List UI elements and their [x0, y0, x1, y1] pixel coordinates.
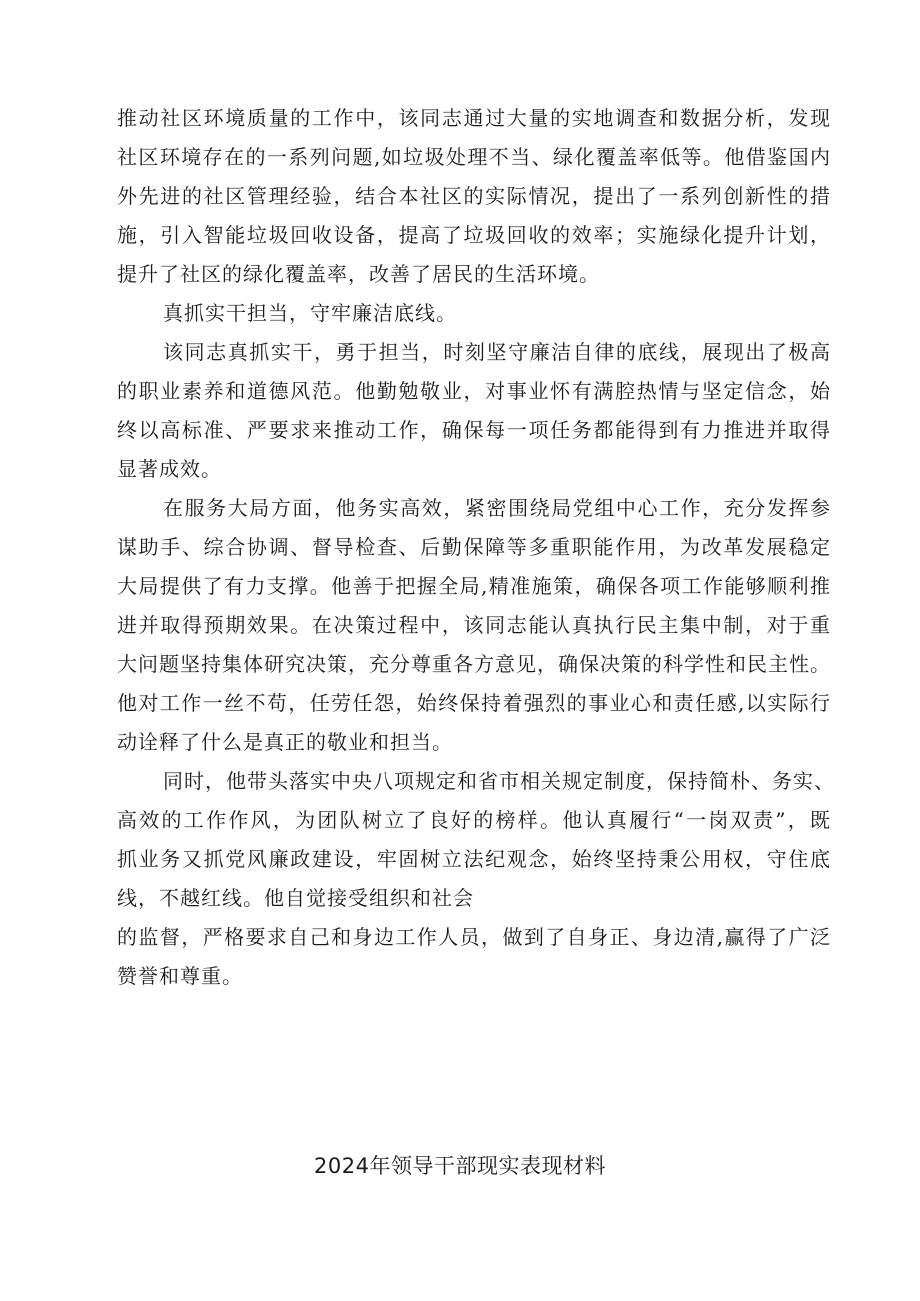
- text-line: 同时，他带头落实中央八项规定和省市相关规定制度，保持简朴、务实、: [163, 769, 835, 793]
- text-line: 在服务大局方面，他务实高效，紧密围绕局党组中心工作，充分发挥参: [163, 496, 831, 520]
- paragraph: [117, 333, 831, 489]
- text-line: 外先进的社区管理经验，结合本社区的实际情况，提出了一系列创新性的措: [117, 184, 831, 208]
- section-heading-text: 真抓实干担当，守牢廉洁底线。: [163, 301, 457, 325]
- text-line: 社区环境存在的一系列问题,如垃圾处理不当、绿化覆盖率低等。他借鉴国内: [117, 145, 831, 169]
- text-line: 线，不越红线。他自觉接受组织和社会: [117, 886, 474, 910]
- paragraph: [117, 489, 831, 762]
- text-line: 赞誉和尊重。: [117, 964, 243, 988]
- paragraph: [117, 99, 831, 294]
- text-line: 谋助手、综合协调、督导检查、后勤保障等多重职能作用，为改革发展稳定: [117, 535, 831, 559]
- text-line: 抓业务又抓党风廉政建设，牢固树立法纪观念，始终坚持秉公用权，守住底: [117, 847, 831, 871]
- paragraph: [117, 762, 835, 996]
- text-line: 大问题坚持集体研究决策，充分尊重各方意见，确保决策的科学性和民主性。: [117, 652, 831, 676]
- text-line: 的监督，严格要求自己和身边工作人员，做到了自身正、身边清,赢得了广泛: [117, 925, 831, 949]
- text-line: 他对工作一丝不苟，任劳任怨，始终保持着强烈的事业心和责任感,以实际行: [117, 691, 831, 715]
- text-line: 的职业素养和道德风范。他勤勉敬业，对事业怀有满腔热情与坚定信念，始: [117, 379, 831, 403]
- text-line: 显著成效。: [117, 457, 222, 481]
- text-line: 终以高标准、严要求来推动工作，确保每一项任务都能得到有力推进并取得: [117, 418, 831, 442]
- body-text: [117, 99, 835, 996]
- text-line: 大局提供了有力支撑。他善于把握全局,精准施策，确保各项工作能够顺利推: [117, 574, 831, 598]
- text-line: 高效的工作作风，为团队树立了良好的榜样。他认真履行“一岗双责”，既: [117, 808, 831, 832]
- text-line: 推动社区环境质量的工作中，该同志通过大量的实地调查和数据分析，发现: [117, 106, 831, 130]
- document-title: 2024年领导干部现实表现材料: [314, 1154, 606, 1178]
- text-line: 该同志真抓实干，勇于担当，时刻坚守廉洁自律的底线，展现出了极高: [163, 340, 831, 364]
- text-line: 施，引入智能垃圾回收设备，提高了垃圾回收的效率；实施绿化提升计划，: [117, 223, 831, 247]
- text-line: 动诠释了什么是真正的敬业和担当。: [117, 730, 453, 754]
- text-line: 提升了社区的绿化覆盖率，改善了居民的生活环境。: [117, 262, 600, 286]
- text-line: 进并取得预期效果。在决策过程中，该同志能认真执行民主集中制，对于重: [117, 613, 831, 637]
- section-heading: [117, 294, 831, 333]
